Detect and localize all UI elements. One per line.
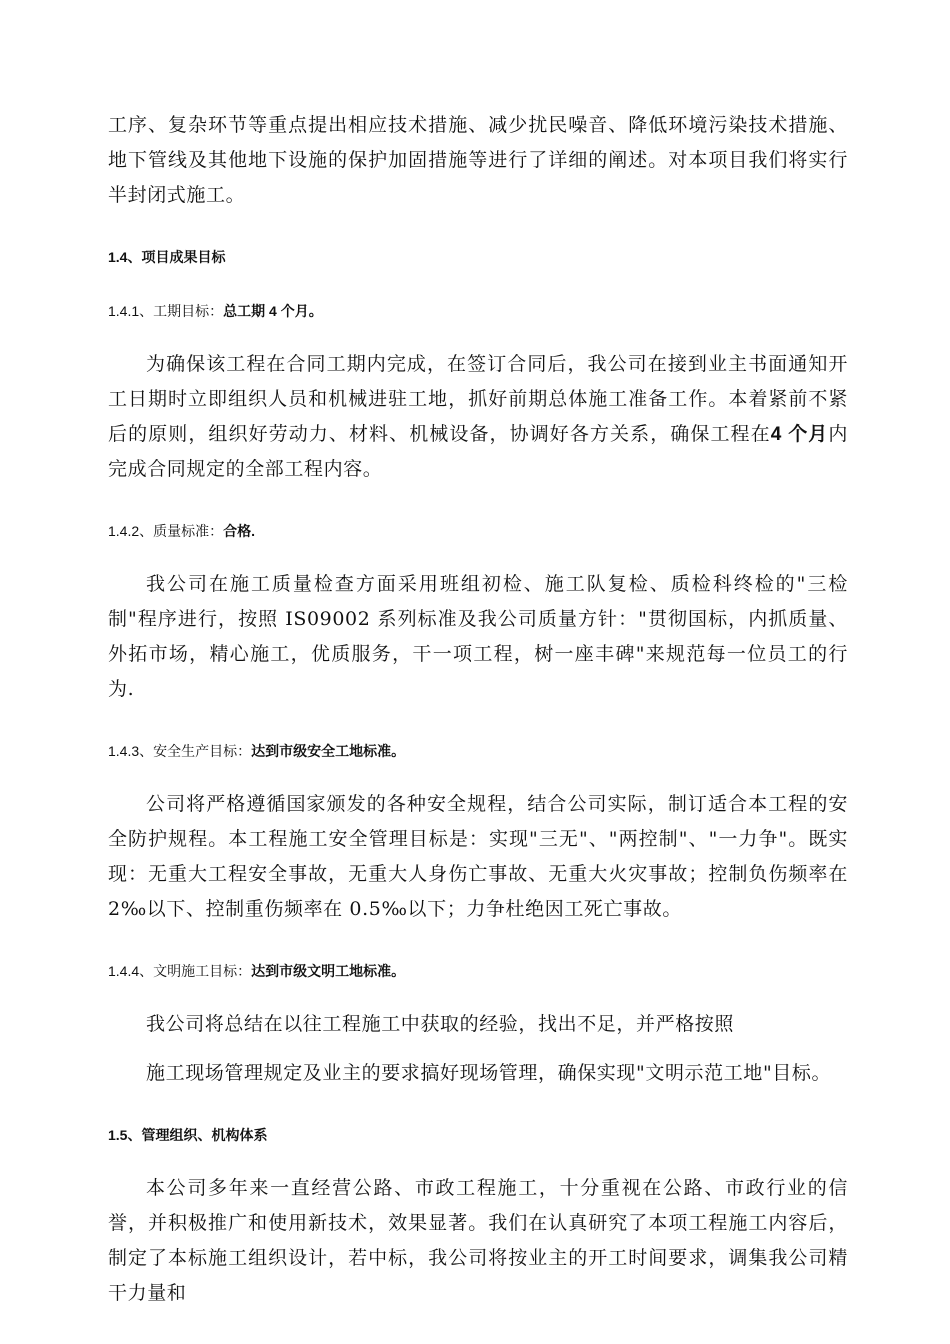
paragraph-1-5: 本公司多年来一直经营公路、市政工程施工，十分重视在公路、市政行业的信誉，并积极推广和使用新技术，效果显著。我们在认真研究了本项工程施工内容后，制定了本标施工组织设计，若中标，我公司将按业主的开工时间要求，调集我公司精干力量和 — [108, 1177, 848, 1304]
subheading-1-4-4 — [108, 961, 848, 981]
subheading-1-4-1 — [108, 301, 848, 321]
paragraph-1-4-4-line-2: 施工现场管理规定及业主的要求搞好现场管理，确保实现"文明示范工地"目标。 — [146, 1062, 832, 1084]
subheading-1-4-1-label: 1.4.1、工期目标： — [108, 303, 224, 319]
subheading-1-4-4-label: 1.4.4、文明施工目标： — [108, 963, 252, 979]
subheading-1-4-3-label: 1.4.3、安全生产目标： — [108, 743, 252, 759]
subheading-1-4-3 — [108, 741, 848, 761]
subheading-1-4-2 — [108, 521, 848, 541]
subheading-1-4-3-value: 达到市级安全工地标准。 — [251, 743, 406, 759]
subheading-1-4-2-value: 合格. — [223, 523, 256, 539]
paragraph-1-4-2: 我公司在施工质量检查方面采用班组初检、施工队复检、质检科终检的"三检制"程序进行，按照 IS09002 系列标准及我公司质量方针："贯彻国标，内抓质量、外拓市场，精心施工，优质服务，干一项工程，树一座丰碑"来规范每一位员工的行为. — [108, 573, 848, 700]
document-body — [108, 108, 848, 1311]
subheading-1-4-4-value: 达到市级文明工地标准。 — [251, 963, 406, 979]
paragraph-1-4-1-text-before: 为确保该工程在合同工期内完成，在签订合同后，我公司在接到业主书面通知开工日期时立即组织人员和机械进驻工地，抓好前期总体施工准备工作。本着紧前不紧后的原则，组织好劳动力、材料、机械设备，协调好各方关系，确保工程在 — [108, 353, 848, 445]
section-heading-1-4: 1.4、项目成果目标 — [108, 249, 226, 265]
section-heading-1-5: 1.5、管理组织、机构体系 — [108, 1127, 268, 1143]
subheading-1-4-2-label: 1.4.2、质量标准： — [108, 523, 224, 539]
intro-paragraph: 工序、复杂环节等重点提出相应技术措施、减少扰民噪音、降低环境污染技术措施、地下管线及其他地下设施的保护加固措施等进行了详细的阐述。对本项目我们将实行半封闭式施工。 — [108, 114, 848, 206]
paragraph-1-4-1-emphasis: 4 个月 — [770, 424, 829, 445]
paragraph-1-4-4-line-1: 我公司将总结在以往工程施工中获取的经验，找出不足，并严格按照 — [146, 1013, 735, 1035]
paragraph-1-4-1 — [108, 347, 848, 487]
paragraph-1-4-1-text-after: 内完成合同规定的全部工程内容。 — [108, 423, 848, 480]
paragraph-1-4-3: 公司将严格遵循国家颁发的各种安全规程，结合公司实际，制订适合本工程的安全防护规程。本工程施工安全管理目标是：实现"三无"、"两控制"、"一力争"。既实现：无重大工程安全事故，无重大人身伤亡事故、无重大火灾事故；控制负伤频率在 2‰以下、控制重伤频率在 0.5‰以下；力争杜绝因工死亡事故。 — [108, 793, 848, 920]
subheading-1-4-1-value: 总工期 4 个月。 — [223, 303, 323, 319]
